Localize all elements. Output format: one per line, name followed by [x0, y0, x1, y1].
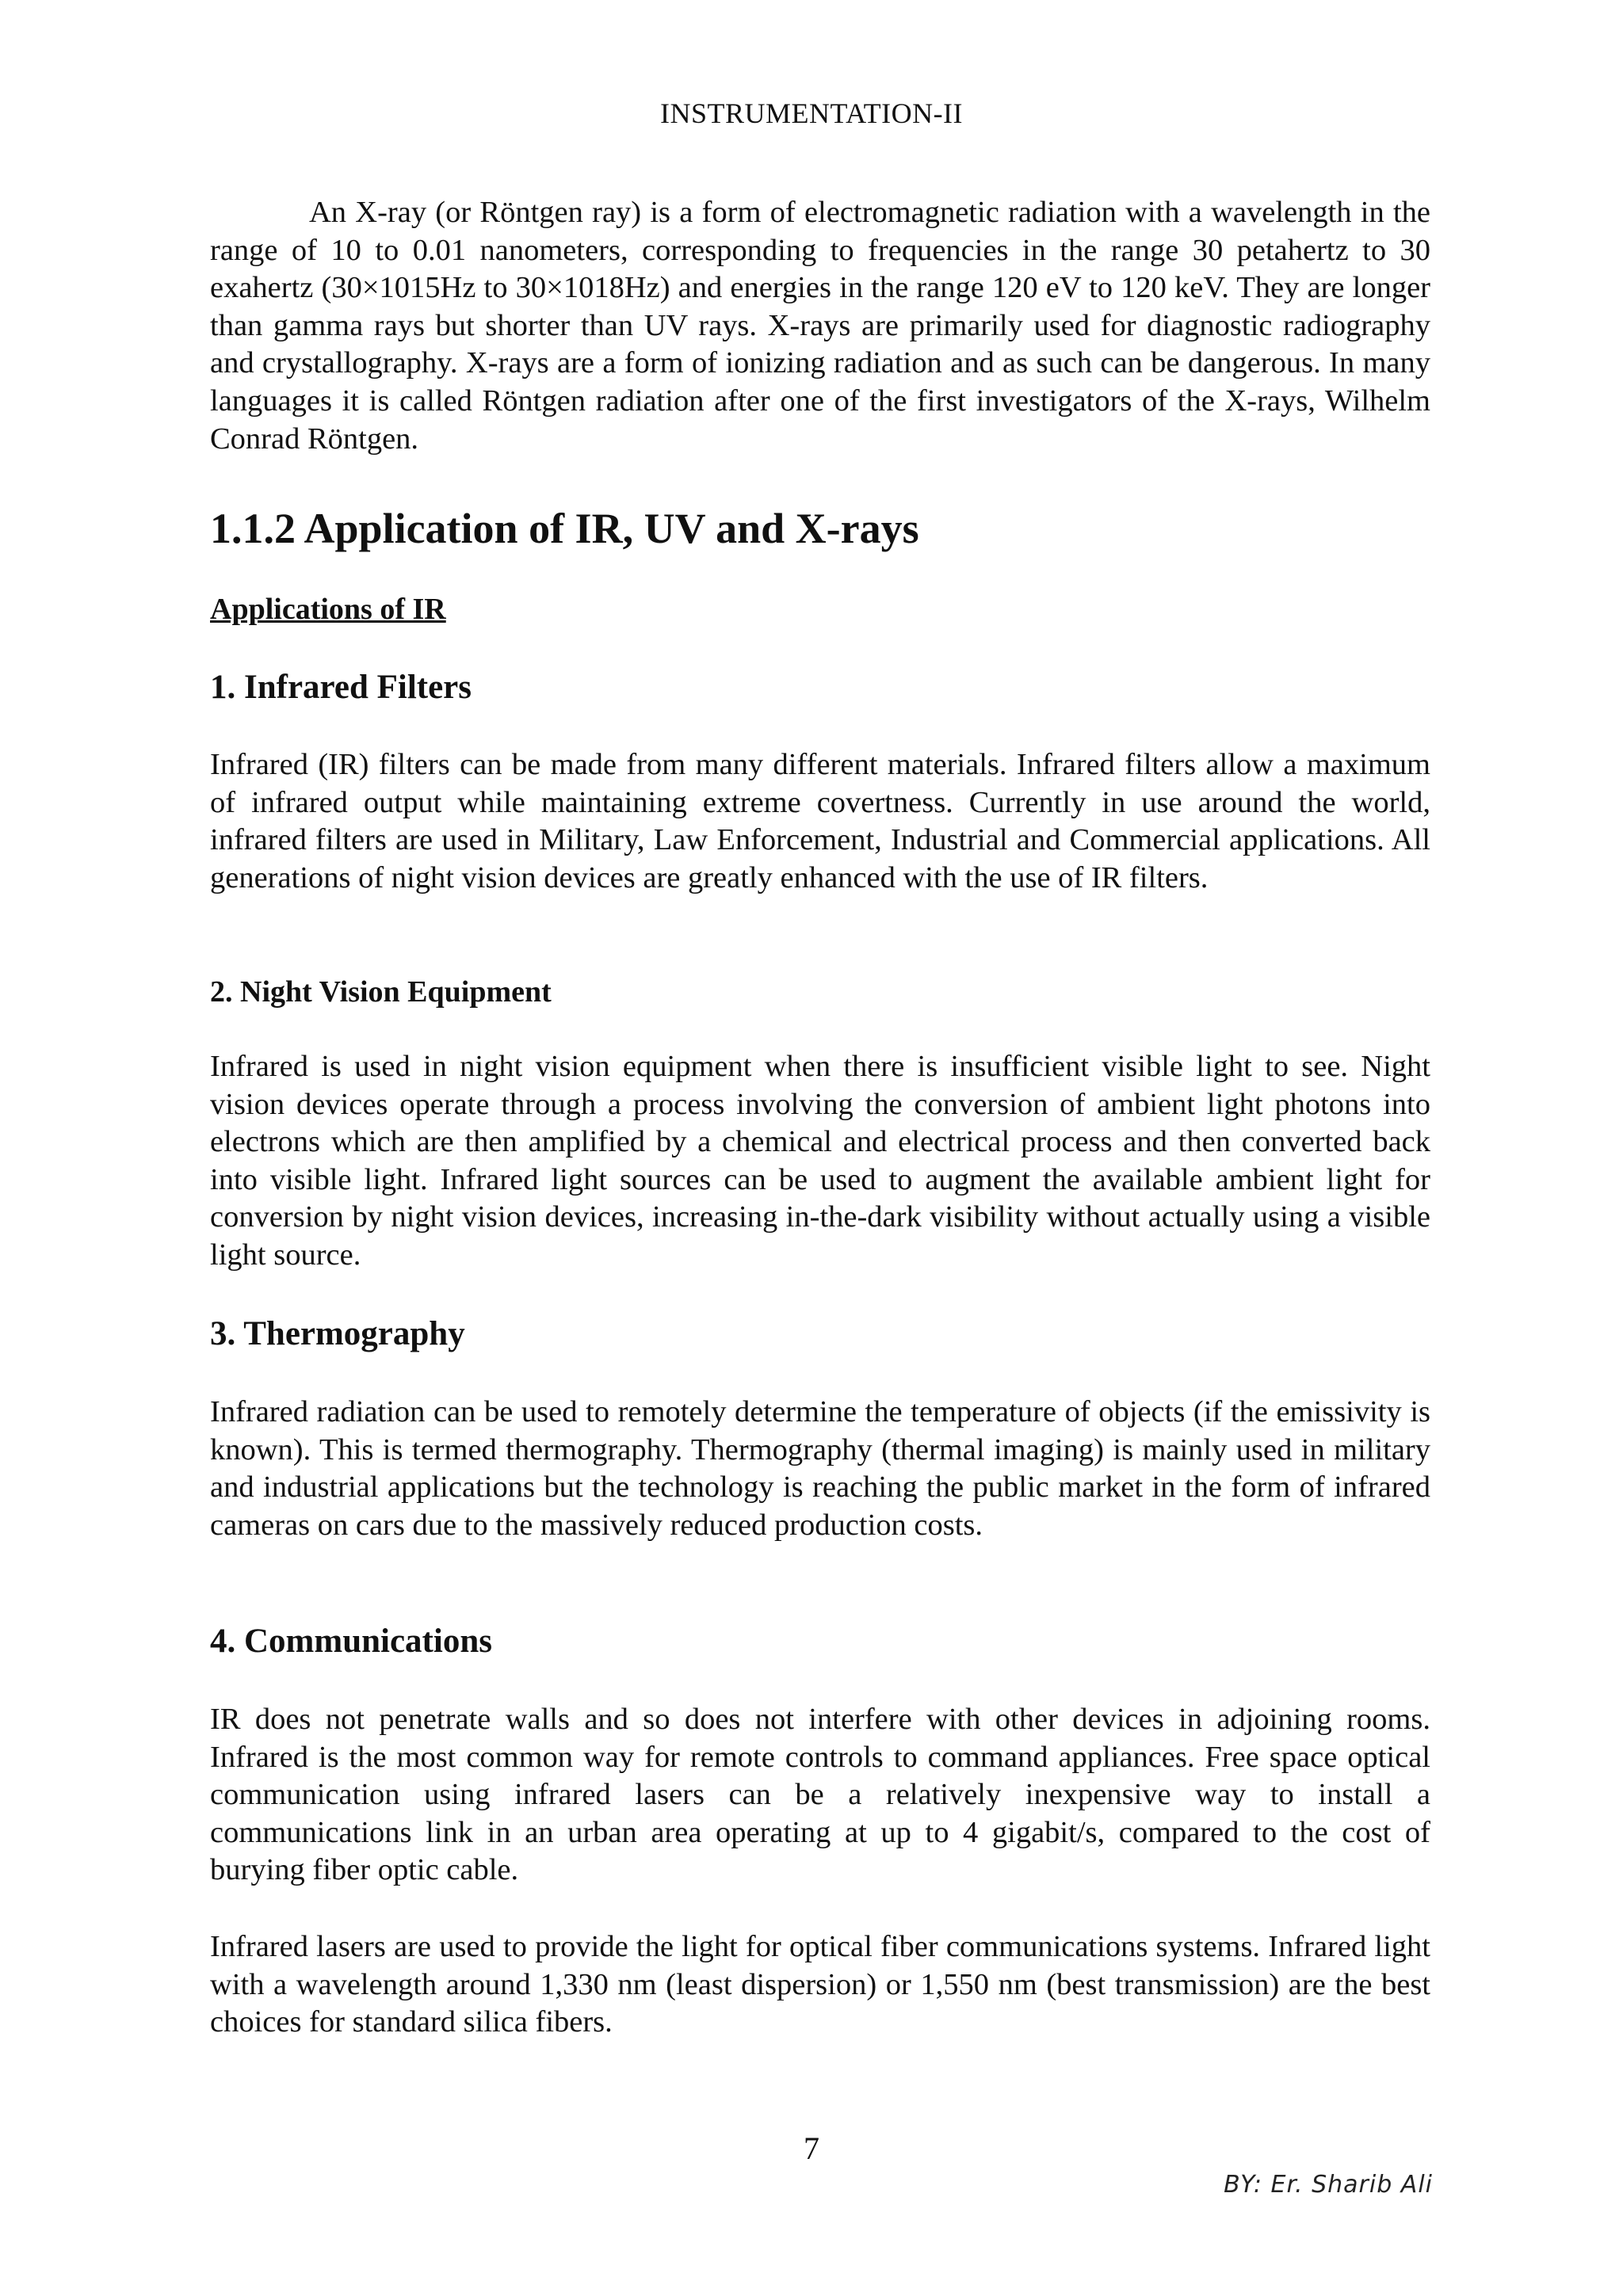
item-heading-night-vision: 2. Night Vision Equipment	[210, 975, 552, 1009]
running-header: INSTRUMENTATION-II	[659, 97, 964, 129]
item-heading-infrared-filters: 1. Infrared Filters	[210, 669, 472, 706]
subsection-title: Applications of IR	[210, 593, 446, 626]
item-paragraph-thermography: Infrared radiation can be used to remotely determine the temperature of objects (if the emissivity is known). This is termed thermography. Thermography (thermal imaging) is mainly used in military and industrial applications but the technology is reaching the public market in the form of infrared cameras on cars due to the massively reduced production costs.	[210, 1395, 1430, 1542]
item-heading-thermography: 3. Thermography	[210, 1315, 465, 1352]
page-number: 7	[804, 2130, 819, 2166]
intro-paragraph: An X-ray (or Röntgen ray) is a form of electromagnetic radiation with a wavelength in the range of 10 to 0.01 nanometers, corresponding to frequencies in the range 30 petahertz to 30 exahertz (30×1015Hz to 30×1018Hz) and energies in the range 120 eV to 120 keV. They are longer than gamma rays but shorter than UV rays. X-rays are primarily used for diagnostic radiography and crystallography. X-rays are a form of ionizing radiation and as such can be dangerous. In many languages it is called Röntgen radiation after one of the first investigators of the X-rays, Wilhelm Conrad Röntgen.	[210, 196, 1430, 456]
item-paragraph-communications-2: Infrared lasers are used to provide the light for optical fiber communications systems. Infrared light with a wavelength around 1,330 nm (least dispersion) or 1,550 nm (best transmission) are the best choices for standard silica fibers.	[210, 1930, 1430, 2039]
section-title: 1.1.2 Application of IR, UV and X-rays	[210, 505, 919, 552]
author-signature: BY: Er. Sharib Ali	[1224, 2171, 1433, 2199]
item-paragraph-communications-1: IR does not penetrate walls and so does not interfere with other devices in adjoining rooms. Infrared is the most common way for remote controls to command appliances. Free space optical communication using infrared lasers can be a relatively inexpensive way to install a communications link in an urban area operating at up to 4 gigabit/s, compared to the cost of burying fiber optic cable.	[210, 1703, 1430, 1887]
item-paragraph-night-vision: Infrared is used in night vision equipment when there is insufficient visible light to see. Night vision devices operate through a process involving the conversion of ambient light photons into electrons which are then amplified by a chemical and electrical process and then converted back into visible light. Infrared light sources can be used to augment the available ambient light for conversion by night vision devices, increasing in-the-dark visibility without actually using a visible light source.	[210, 1050, 1430, 1272]
item-heading-communications: 4. Communications	[210, 1623, 492, 1660]
item-paragraph-infrared-filters: Infrared (IR) filters can be made from many different materials. Infrared filters allow a maximum of infrared output while maintaining extreme covertness. Currently in use around the world, infrared filters are used in Military, Law Enforcement, Industrial and Commercial applications. All generations of night vision devices are greatly enhanced with the use of IR filters.	[210, 748, 1430, 894]
